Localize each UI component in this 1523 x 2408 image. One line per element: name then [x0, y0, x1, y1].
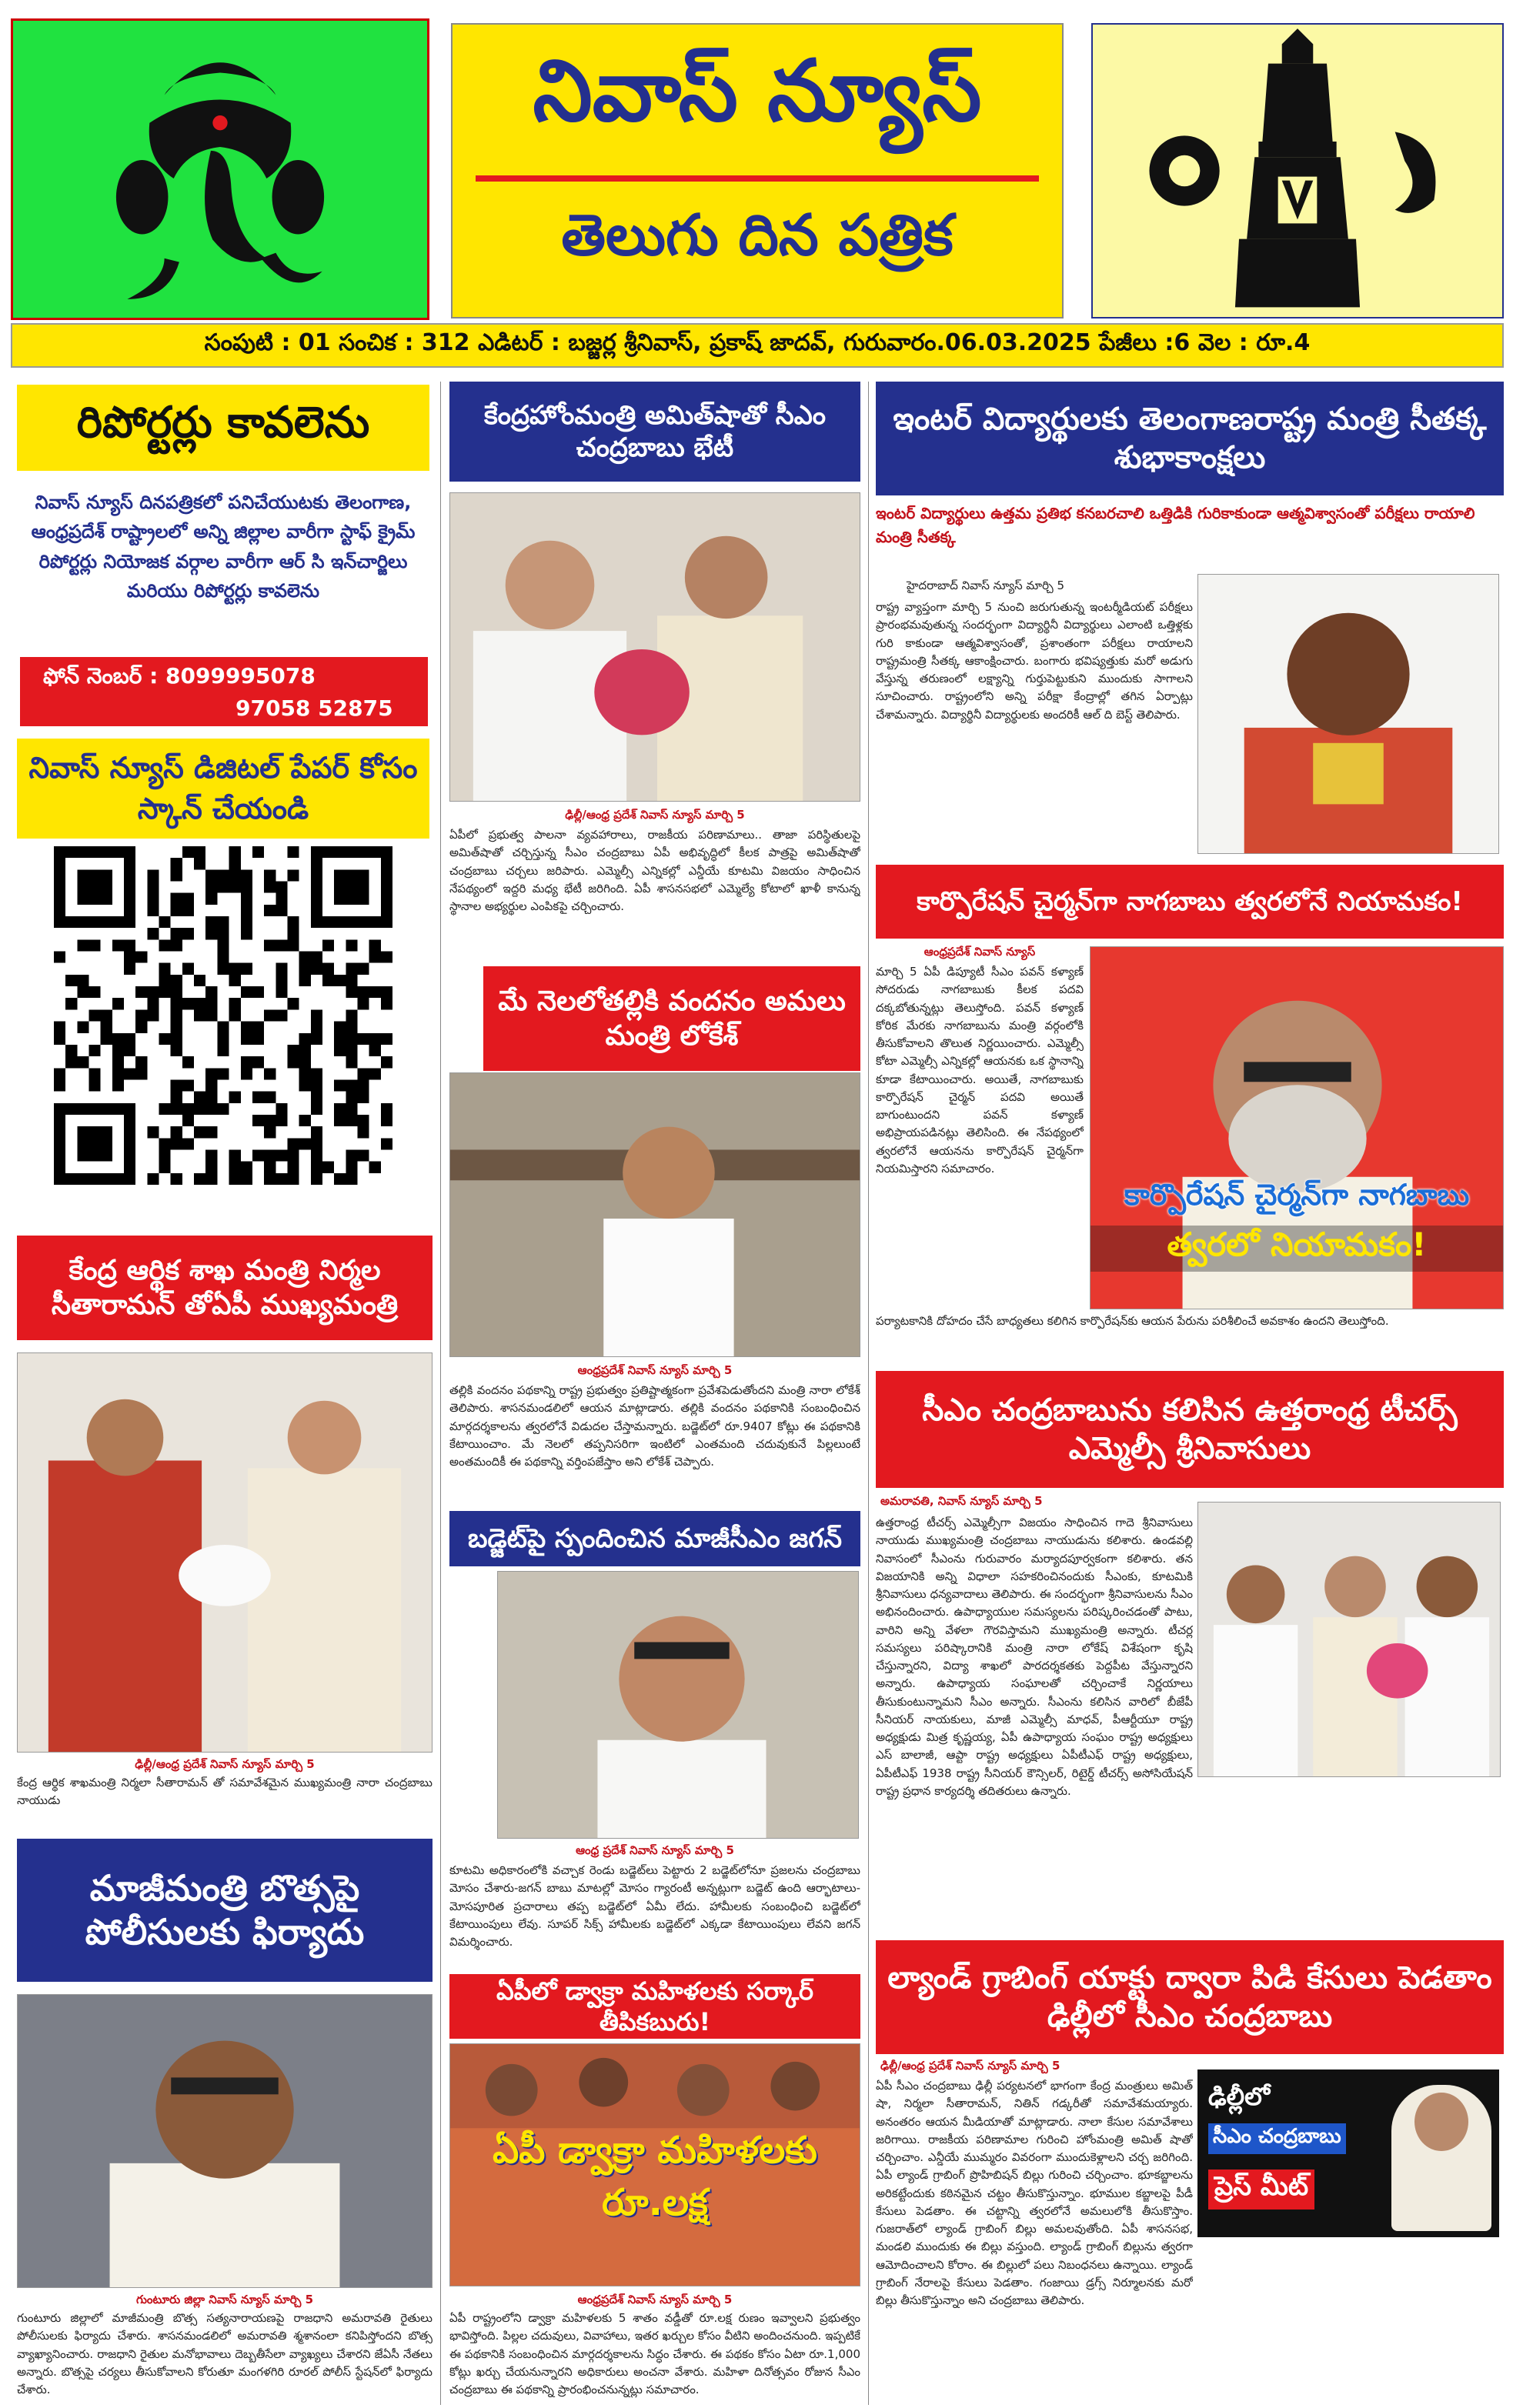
nagababu-photo [1090, 946, 1504, 1309]
botsa-photo [17, 1994, 433, 2288]
jagan-dateline: ఆంధ్ర ప్రదేశ్ నివాస్ న్యూస్ మార్చి 5 [576, 1843, 734, 1857]
column-divider-2 [868, 382, 869, 2405]
ganesha-icon [13, 21, 427, 318]
botsa-body: గుంటూరు జిల్లాలో మాజీమంత్రి బొత్స సత్యనారాయణపై రాజధాని అమరావతి రైతులు పోలీసులకు ఫిర్యాదు చేశారు. శాసనమండలిలో అమరావతి శ్మశానంలా కనిపిస్తోందని బొత్స వ్యాఖ్యానించారు. రాజధాని రైతుల మనోభావాలు దెబ్బతీసేలా వ్యాఖ్యలు చేశారని జేఏసీ నేతలు అన్నారు. బొత్సపై చర్యలు తీసుకోవాలని కోరుతూ మంగళగిరి రూరల్ పోలీస్ స్టేషన్‌లో ఫిర్యాదు చేశారు. [17, 2311, 433, 2396]
amit-headline: కేంద్రహోంమంత్రి అమిత్‌షాతో సీఎం చంద్రబాబు భేటీ [449, 382, 860, 482]
botsa-headline: మాజీమంత్రి బొత్సపై పోలీసులకు ఫిర్యాదు [17, 1839, 433, 1982]
lokesh-photo [449, 1072, 860, 1357]
lokesh-dateline: ఆంధ్రప్రదేశ్ నివాస్ న్యూస్ మార్చి 5 [577, 1363, 733, 1377]
venkateswara-logo-box [1091, 23, 1504, 319]
ganesha-logo-box [11, 18, 429, 320]
teachers-photo [1197, 1502, 1501, 1777]
qr-ad-title: నివాస్ న్యూస్ డిజిటల్ పేపర్ కోసం స్కాన్ చేయండి [17, 739, 429, 839]
amit-body: ఏపీలో ప్రభుత్వ పాలనా వ్యవహారాలు, రాజకీయ పరిణామాలు.. తాజా పరిస్థితులపై అమిత్‌షాతో చర్చిస్తున్న సీఎం చంద్రబాబు ఏపీ అభివృద్ధిలో కీలక పాత్రపై అమిత్‌షాతో చంద్రబాబు చర్చలు జరిపారు. ఎమ్మెల్సీ ఎన్నికల్లో ఎన్డీయే కూటమి విజయం సాధించిన నేపథ్యంలో ఇద్దరి మధ్య భేటీ జరిగింది. ఏపీ శాసనసభలో ఎమ్మెల్యే కోటాలో ఖాళీ కానున్న స్థానాల అభ్యర్థుల ఎంపికపై చర్చించారు. [449, 828, 860, 913]
landgrab-photo-line-1: ఢిల్లీలో [1208, 2082, 1271, 2111]
seethakka-headline: ఇంటర్ విద్యార్థులకు తెలంగాణరాష్ట్ర మంత్రి సీతక్క శుభాకాంక్షలు [876, 382, 1504, 495]
column-divider-1 [440, 382, 441, 2405]
phone-number-2: 97058 52875 [235, 695, 393, 721]
masthead-title: నివాస్ న్యూస్ [533, 42, 982, 140]
seethakka-body: రాష్ట్ర వ్యాప్తంగా మార్చి 5 నుంచి జరుగుతున్న ఇంటర్మీడియట్ పరీక్షలు ప్రారంభమవుతున్న సందర్భంగా విద్యార్థినీ విద్యార్థులు ఎలాంటి ఒత్తిళ్లకు గురి కాకుండా ఆత్మవిశ్వాసంతో, ప్రశాంతంగా పరీక్షలు రాయాలని రాష్ట్రమంత్రి సీతక్క ఆకాంక్షించారు. బంగారు భవిష్యత్తుకు మరో అడుగు వేస్తున్న తరుణంలో లక్ష్యాన్ని గుర్తుపెట్టుకుని ముందుకు సాగాలని సూచించారు. రాష్ట్రంలోని అన్ని పరీక్షా కేంద్రాల్లో తగిన ఏర్పాట్లు చేశామన్నారు. విద్యార్థినీ విద్యార్థులకు అందరికీ ఆల్ ది బెస్ట్ తెలిపారు. [876, 600, 1193, 722]
landgrab-photo-face [1414, 2093, 1468, 2151]
landgrab-body: ఏపీ సీఎం చంద్రబాబు ఢిల్లీ పర్యటనలో భాగంగా కేంద్ర మంత్రులు అమిత్ షా, నిర్మలా సీతారామన్, నితిన్ గడ్కరీతో సమావేశమయ్యారు. అనంతరం ఆయన మీడియాతో మాట్లాడారు. నాలా కేసుల సమావేశాలు జరిగాయి. రాజకీయ పరిణామాల గురించి హోంమంత్రి అమిత్ షాతో చర్చించాం. ఎన్డీయే ముమ్మరం వివరంగా ముందుకెళ్లాలని చర్చ జరిగింది. ఏపీ ల్యాండ్ గ్రాబింగ్ ప్రొహిబిషన్ బిల్లు గురించి చర్చించాం. భూకబ్జాలను అరికట్టేందుకు కఠినమైన చట్టం తీసుకొస్తున్నాం. భూముల కబ్జాలపై పీడీ కేసులు పెడతాం. ఈ చట్టాన్ని త్వరలోనే అమలులోకి తీసుకొస్తాం. గుజరాత్‌లో ల్యాండ్ గ్రాబింగ్ బిల్లు అమలవుతోంది. ఏపీ శాసనసభ, మండలి ముందుకు ఈ బిల్లు వస్తుంది. ల్యాండ్ గ్రాబింగ్ బిల్లును త్వరగా ఆమోదించాలని కోరాం. ఈ బిల్లులో పలు నిబంధనలు ఉన్నాయి. ల్యాండ్ గ్రాబింగ్ నేరాలపై కేసులు పెడతాం. గంజాయి డ్రగ్స్ నిర్మూలనకు మరో బిల్లు తీసుకొస్తున్నాం అని చంద్రబాబు తెలిపారు. [876, 2079, 1193, 2307]
lokesh-body: తల్లికి వందనం పథకాన్ని రాష్ట్ర ప్రభుత్వం ప్రతిష్టాత్మకంగా ప్రవేశపెడుతోందని మంత్రి నారా లోకేశ్ తెలిపారు. శాసనమండలిలో ఆయన మాట్లాడారు. తల్లికి వందనం పథకానికి సంబంధించిన మార్గదర్శకాలను త్వరలోనే విడుదల చేస్తామన్నారు. బడ్జెట్‌లో రూ.9407 కోట్లు ఈ పథకానికి కేటాయించాం. మే నెలలో తప్పనిసరిగా ఇంటిలో ఎంతమంది చదువుకునే పిల్లలుంటే అంతమందికీ ఈ పథకాన్ని వర్తింపజేస్తాం అని లోకేశ్ చెప్పారు. [449, 1383, 860, 1469]
landgrab-photo-line-2: సీఎం చంద్రబాబు [1208, 2123, 1346, 2154]
nagababu-headline: కార్పొరేషన్ చైర్మన్‌గా నాగబాబు త్వరలోనే నియామకం! [876, 865, 1504, 939]
landgrab-photo-line-3: ప్రెస్ మీట్ [1208, 2170, 1314, 2210]
masthead-rule [476, 175, 1039, 182]
dwcra-photo [449, 2043, 860, 2286]
seethakka-subhead: ఇంటర్ విద్యార్థులు ఉత్తమ ప్రతిభ కనబరచాలి ఒత్తిడికి గురికాకుండా ఆత్మవిశ్వాసంతో పరీక్షలు రాయాలి మంత్రి సీతక్క [876, 504, 1475, 546]
nagababu-dateline: ఆంధ్రప్రదేశ్ నివాస్ న్యూస్ [923, 945, 1036, 959]
dwcra-body: ఏపీ రాష్ట్రంలోని డ్వాక్రా మహిళలకు 5 శాతం వడ్డీతో రూ.లక్ష రుణం ఇవ్వాలని ప్రభుత్వం భావిస్తోంది. పిల్లల చదువులు, వివాహాలు, ఇతర ఖర్చుల కోసం వీటిని అందించనుంది. ఇప్పటికే ఈ పథకానికి సంబంధించిన మార్గదర్శకాలను సిద్ధం చేశారు. ఈ పథకం కోసం ఏటా రూ.1,000 కోట్లు ఖర్చు చేయనున్నారని అధికారులు అంచనా వేశారు. మహిళా దినోత్సవం రోజున సీఎం చంద్రబాబు ఈ పథకాన్ని ప్రారంభించనున్నట్లు సమాచారం. [449, 2311, 860, 2396]
dwcra-dateline: ఆంధ్రప్రదేశ్ నివాస్ న్యూస్ మార్చి 5 [577, 2293, 733, 2306]
seethakka-photo [1197, 574, 1499, 854]
masthead-title-box [451, 23, 1064, 319]
nirmala-photo [17, 1352, 433, 1753]
teachers-body: ఉత్తరాంధ్ర టీచర్స్ ఎమ్మెల్సీగా విజయం సాధించిన గాదె శ్రీనివాసులు నాయుడు ముఖ్యమంత్రి చంద్రబాబు నాయుడును కలిశారు. ఉండవల్లి నివాసంలో సీఎంను గురువారం మర్యాదపూర్వకంగా కలిశారు. తన విజయానికి అన్ని విధాలా సహకరించినందుకు సీఎంకు, కూటమికి శ్రీనివాసులు ధన్యవాదాలు తెలిపారు. ఈ సందర్భంగా శ్రీనివాసులను సీఎం అభినందించారు. ఉపాధ్యాయుల సమస్యలను పరిష్కరించడంతో పాటు, వారిని అన్ని వేళలా గౌరవిస్తామని ముఖ్యమంత్రి అన్నారు. టీచర్ల సమస్యలు పరిష్కారానికి మంత్రి నారా లోకేష్ విశేషంగా కృషి చేస్తున్నారని, విద్యా శాఖలో పారదర్శకతకు పెద్దపీట వేస్తున్నారని అన్నారు. ఉపాధ్యాయ సంఘాలతో చర్చించాకే నిర్ణయాలు తీసుకుంటున్నామని సీఎం అన్నారు. సీఎంను కలిసిన వారిలో బీజేపీ సీనియర్ నాయకులు, మాజీ ఎమ్మెల్సీ మాధవ్, పీఆర్టీయూ రాష్ట్ర అధ్యక్షుడు మిత్ర కృష్ణయ్య, ఏపీ ఉపాధ్యాయ సంఘం రాష్ట్ర అధ్యక్షులు ఎస్ బాలాజీ, ఆప్టా రాష్ట్ర అధ్యక్షులు ఏపీటీఎఫ్ రాష్ట్ర అధ్యక్షులు, ఏపీటీఎఫ్ 1938 రాష్ట్ర సీనియర్ కౌన్సిలర్, రిటైర్డ్ టీచర్స్ అసోసియేషన్ రాష్ట్ర ప్రధాన కార్యదర్శి తదితరులు ఉన్నారు. [876, 1516, 1193, 1798]
nagababu-body-after: పర్యాటకానికి దోహదం చేసే బాధ్యతలు కలిగిన కార్పొరేషన్‌కు ఆయన పేరును పరిశీలించే అవకాశం ఉందని తెలుస్తోంది. [876, 1314, 1389, 1328]
teachers-dateline: అమరావతి, నివాస్ న్యూస్ మార్చి 5 [880, 1494, 1043, 1508]
masthead-info-line [11, 323, 1504, 368]
phone-number-1: ఫోన్ నెంబర్ : 8099995078 [43, 663, 316, 689]
nagababu-photo-caption-2: త్వరలో నియామకం! [1090, 1226, 1503, 1272]
nagababu-photo-caption-1: కార్పొరేషన్ చైర్మన్‌గా నాగబాబు [1124, 1178, 1470, 1212]
botsa-dateline: గుంటూరు జిల్లా నివాస్ న్యూస్ మార్చి 5 [135, 2293, 314, 2306]
teachers-headline: సీఎం చంద్రబాబును కలిసిన ఉత్తరాంధ్ర టీచర్స్ ఎమ్మెల్సీ శ్రీనివాసులు [876, 1371, 1504, 1488]
landgrab-photo [1197, 2069, 1499, 2237]
nirmala-body: కేంద్ర ఆర్థిక శాఖమంత్రి నిర్మలా సీతారామన్ తో సమావేశమైన ముఖ్యమంత్రి నారా చంద్రబాబు నాయుడు [17, 1776, 433, 1808]
landgrab-headline: ల్యాండ్ గ్రాబింగ్ యాక్టు ద్వారా పిడి కేసులు పెడతాం ఢిల్లీలో సీఎం చంద్రబాబు [876, 1940, 1504, 2054]
landgrab-dateline: ఢిల్లీ/ఆంధ్ర ప్రదేశ్ నివాస్ న్యూస్ మార్చి 5 [880, 2059, 1060, 2073]
dwcra-headline: ఏపీలో డ్వాక్రా మహిళలకు సర్కార్ తీపికబురు! [449, 1974, 860, 2039]
lokesh-headline: మే నెలలోతల్లికి వందనం అమలు మంత్రి లోకేశ్ [483, 966, 860, 1071]
amit-dateline: ఢిల్లీ/ఆంధ్ర ప్రదేశ్ నివాస్ న్యూస్ మార్చి 5 [565, 808, 745, 822]
reporters-wanted-title: రిపోర్టర్లు కావలెను [17, 385, 429, 471]
edition-info: సంపుటి : 01 సంచిక : 312 ఎడిటర్ : బజ్జర్ల శ్రీనివాస్, ప్రకాష్ జాదవ్, గురువారం.06.03.2025 పేజీలు :6 వెల : రూ.4 [204, 329, 1311, 356]
amit-photo [449, 492, 860, 802]
landgrab-body-right [1197, 2243, 1499, 2402]
nagababu-body: మార్చి 5 ఏపీ డిప్యూటీ సీఎం పవన్ కళ్యాణ్ సోదరుడు నాగబాబుకు కీలక పదవి దక్కబోతున్నట్లు తెలుస్తోంది. పవన్ కళ్యాణ్ కోరిక మేరకు నాగబాబును మంత్రి వర్గంలోకి తీసుకోవాలని తొలుత నిర్ణయించారు. ఎమ్మెల్సీ కోటా ఎమ్మెల్సీ ఎన్నికల్లో ఆయనకు ఒక స్థానాన్ని కూడా కేటాయించారు. అయితే, నాగబాబుకు కార్పొరేషన్ చైర్మన్ పదవి అయితే బాగుంటుందని పవన్ కళ్యాణ్ అభిప్రాయపడినట్లు తెలిసింది. ఈ నేపథ్యంలో త్వరలోనే ఆయనను కార్పొరేషన్ చైర్మన్‌గా నియమిస్తారని సమాచారం. [876, 965, 1084, 1176]
masthead-subtitle: తెలుగు దిన పత్రిక [561, 202, 954, 268]
jagan-body: కూటమి అధికారంలోకి వచ్చాక రెండు బడ్జెట్‌లు పెట్టారు 2 బడ్జెట్‌లోనూ ప్రజలను చంద్రబాబు మోసం చేశారు-జగన్ బాబు మాటల్లో మోసం గ్యారంటీ అన్నట్లుగా బడ్జెట్ ఉంది ఆర్భాటాలు-మోసపూరిత ప్రచారాలు తప్ప బడ్జెట్‌లో ఏమీ లేదు. హామీలకు సంబంధించి బడ్జెట్‌లో కేటాయింపులు లేవు. సూపర్ సిక్స్ హామీలకు బడ్జెట్‌లో ఎక్కడా కేటాయింపులు లేవని జగన్ విమర్శించారు. [449, 1863, 860, 1949]
qr-code[interactable] [54, 846, 392, 1185]
phone-box [20, 657, 428, 726]
dwcra-photo-caption: ఏపీ డ్వాక్రా మహిళలకు రూ.లక్ష [493, 2129, 817, 2224]
jagan-headline: బడ్జెట్‌పై స్పందించిన మాజీసీఎం జగన్ [449, 1511, 860, 1566]
jagan-photo [497, 1571, 859, 1839]
venkateswara-icon [1093, 25, 1502, 317]
seethakka-dateline: హైదరాబాద్ నివాస్ న్యూస్ మార్చి 5 [907, 579, 1065, 592]
nirmala-headline: కేంద్ర ఆర్థిక శాఖ మంత్రి నిర్మల సీతారామన్ తోఏపీ ముఖ్యమంత్రి [17, 1236, 433, 1340]
reporters-wanted-body: నివాస్ న్యూస్ దినపత్రికలో పనిచేయుటకు తెలంగాణ, ఆంధ్రప్రదేశ్ రాష్ట్రాలలో అన్ని జిల్లాల వారీగా స్టాఫ్ క్రైమ్ రిపోర్టర్లు నియోజక వర్గాల వారీగా ఆర్ సి ఇన్‌చార్జిలు మరియు రిపోర్టర్లు కావలెను [17, 482, 429, 657]
nirmala-dateline: ఢిల్లీ/ఆంధ్ర ప్రదేశ్ నివాస్ న్యూస్ మార్చి 5 [135, 1757, 315, 1771]
